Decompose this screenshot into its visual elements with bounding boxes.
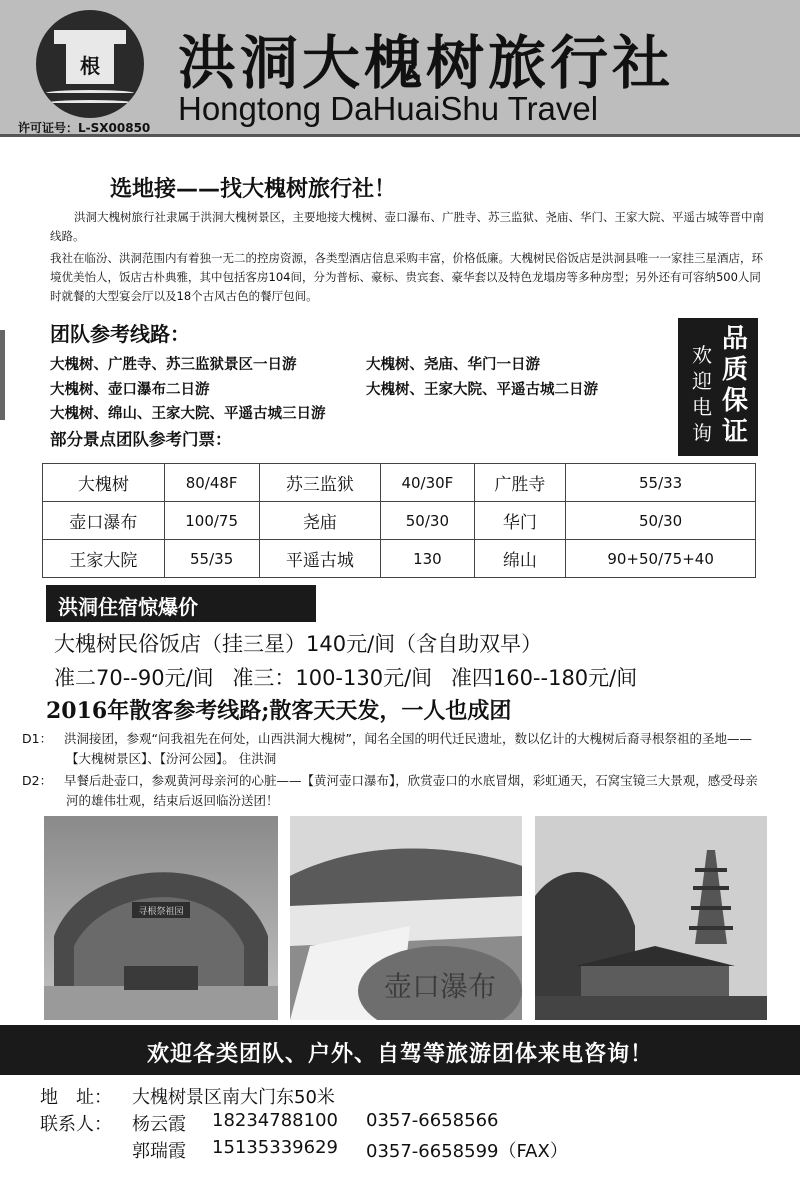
spot-price: 40/30F [381,464,474,502]
logo-char: 根 [80,54,100,78]
spot-name: 尧庙 [259,502,381,540]
day-text: 早餐后赴壶口，参观黄河母亲河的心脏——【黄河壶口瀑布】，欣赏壶口的水底冒烟，彩虹通天，石窝宝镜三大景观，感受母亲河的雄伟壮观，结束后返回临汾送团！ [64,773,758,808]
contact-mobile-2: 15135339629 [212,1137,338,1158]
spot-name: 苏三监狱 [259,464,381,502]
table-row [43,464,756,502]
spot-name: 大槐树 [43,464,165,502]
route-item: 大槐树、广胜寺、苏三监狱景区一日游 [50,357,297,373]
spot-price: 50/30 [566,502,756,540]
route-item: 大槐树、壶口瀑布二日游 [50,382,210,398]
spot-name: 壶口瀑布 [43,502,165,540]
routes-title: 团队参考线路： [50,322,190,346]
spot-price: 90+50/75+40 [566,540,756,578]
intro-paragraph-2: 我社在临汾、洪洞范围内有着独一无二的控房资源，各类型酒店信息采购丰富，价格低廉。大槐树民俗饭店是洪洞县唯一一家挂三星酒店，环境优美怡人，饭店古朴典雅，其中包括客房104间，分为普标、豪标、贵宾套、豪华套以及特色龙塌房等多种房型；另外还有可容纳500人同时就餐的大型宴会厅以及18个古风古色的餐厅包间。 [50,251,763,303]
spot-price: 55/33 [566,464,756,502]
individual-routes-title: 2016年散客参考线路;散客天天发，一人也成团 [46,698,512,724]
quality-main: 品质保证 [721,324,748,447]
brand-name-en: Hongtong DaHuaiShu Travel [178,90,599,127]
route-item: 大槐树、绵山、王家大院、平遥古城三日游 [50,406,326,422]
header [0,0,800,137]
day-1-itinerary [22,729,764,769]
spot-name: 广胜寺 [474,464,566,502]
tickets-title: 部分景点团队参考门票： [50,430,232,449]
side-divider [0,330,5,420]
photo-guangsheng-pagoda [535,816,767,1020]
spot-name: 华门 [474,502,566,540]
contact-label: 联系人： [40,1114,112,1135]
day-tag: D1： [22,731,53,746]
photo-sign-text: 寻根祭祖园 [138,907,184,917]
brand-name-cn: 洪洞大槐树旅行社 [178,29,675,97]
day-text: 洪洞接团，参观“问我祖先在何处，山西洪洞大槐树”，闻名全国的明代迁民遗址，数以亿计的大槐树后裔寻根祭祖的圣地——【大槐树景区】、【汾河公园】。 住洪洞 [64,731,752,766]
spot-price: 130 [381,540,474,578]
address-value: 大槐树景区南大门东50米 [132,1087,335,1108]
contact-mobile-1: 18234788100 [212,1110,338,1131]
route-item: 大槐树、王家大院、平遥古城二日游 [366,382,598,398]
hukou-waterfall-image [290,816,522,1020]
rock-carving-text: 壶口瀑布 [383,970,497,1003]
contact-person-1: 杨云霞 [132,1114,186,1135]
logo-icon [36,10,144,118]
spot-name: 王家大院 [43,540,165,578]
spot-name: 平遥古城 [259,540,381,578]
ticket-price-table [42,463,756,578]
table-row [43,540,756,578]
photo-dahuaishu-gate [44,816,278,1020]
address-label: 地 址： [40,1087,112,1108]
license-number: 许可证号：L-SX00850 [18,121,151,135]
spot-price: 80/48F [164,464,259,502]
spot-name: 绵山 [474,540,566,578]
slogan: 选地接——找大槐树旅行社！ [110,177,397,202]
spot-price: 100/75 [164,502,259,540]
quality-sub: 欢迎电询 [692,343,712,445]
contact-phone-1: 0357-6658566 [366,1110,499,1131]
table-row [43,502,756,540]
day-tag: D2： [22,773,53,788]
day-2-itinerary [22,771,764,811]
spot-price: 50/30 [381,502,474,540]
welcome-banner: 欢迎各类团队、户外、自驾等旅游团体来电咨询！ [0,1025,800,1075]
quality-badge [678,318,758,456]
contact-person-2: 郭瑞霞 [132,1141,186,1162]
stay-banner: 洪洞住宿惊爆价 [46,585,316,622]
stay-grade-prices: 准二70--90元/间 准三：100-130元/间 准四160--180元/间 [54,666,638,690]
dahuaishu-gate-image [44,816,278,1020]
photo-hukou-waterfall [290,816,522,1020]
spot-price: 55/35 [164,540,259,578]
pagoda-image [535,816,767,1020]
stay-hotel-price: 大槐树民俗饭店（挂三星）140元/间（含自助双早） [54,632,543,656]
intro-paragraph-1: 洪洞大槐树旅行社隶属于洪洞大槐树景区，主要地接大槐树、壶口瀑布、广胜寺、苏三监狱、尧庙、华门、王家大院、平遥古城等晋中南线路。 [50,210,764,243]
contact-phone-2: 0357-6658599（FAX） [366,1141,568,1162]
route-item: 大槐树、尧庙、华门一日游 [366,357,540,373]
